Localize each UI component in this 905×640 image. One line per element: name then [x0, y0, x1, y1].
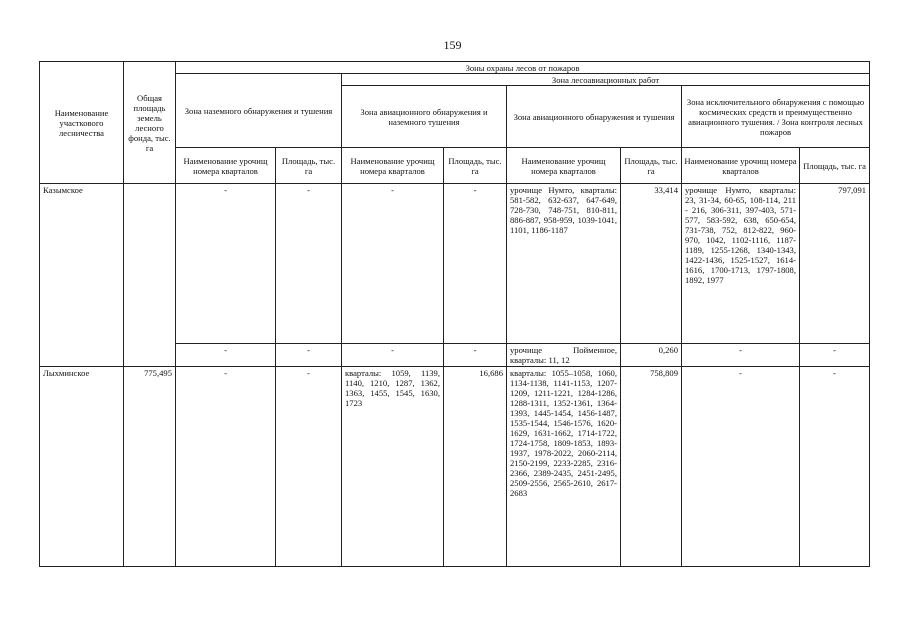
ground-name: -	[176, 367, 276, 567]
forestry-name: Лыхминское	[40, 367, 124, 567]
space-name: урочище Нумто, кварталы: 23, 31-34, 60-65, 108-114, 211 - 216, 306-311, 397-403, 571-577, 583-592, 638, 650-654, 731-738, 752, 812-822, 960-970, 1042, 1102-1116, 1187-1189, 1255-1268, 1340-1343, 1422-1436, 1525-1527, 1614-1616, 1700-1713, 1797-1808, 1892, 1977	[682, 184, 800, 344]
header-zone-avia-ground: Зона авиационного обнаружения и наземного тушения	[342, 86, 507, 148]
space-name: -	[682, 344, 800, 367]
avia-ground-area: -	[444, 184, 507, 344]
avia-name: урочище Пойменное, кварталы: 11, 12	[507, 344, 621, 367]
ground-name: -	[176, 184, 276, 344]
total-area	[124, 184, 176, 367]
header-avia-works: Зона лесоавиационных работ	[342, 74, 870, 86]
subheader-avia-name: Наименование урочищ номера кварталов	[507, 148, 621, 184]
header-zone-space: Зона исключительного обнаружения с помощью космических средств и преимущественно авиационного тушения. / Зона контроля лесных пожаров	[682, 86, 870, 148]
space-name: -	[682, 367, 800, 567]
avia-ground-area: 16,686	[444, 367, 507, 567]
subheader-ground-area: Площадь, тыс. га	[276, 148, 342, 184]
space-area: -	[800, 344, 870, 367]
avia-ground-name: -	[342, 184, 444, 344]
total-area: 775,495	[124, 367, 176, 567]
avia-ground-name: кварталы: 1059, 1139, 1140, 1210, 1287, 1362, 1363, 1455, 1545, 1630, 1723	[342, 367, 444, 567]
space-area: 797,091	[800, 184, 870, 344]
ground-area: -	[276, 184, 342, 344]
avia-area: 758,809	[621, 367, 682, 567]
subheader-ground-name: Наименование урочищ номера кварталов	[176, 148, 276, 184]
page-number: 159	[443, 38, 462, 52]
forestry-name: Казымское	[40, 184, 124, 367]
table-row	[40, 367, 870, 567]
subheader-avia-area: Площадь, тыс. га	[621, 148, 682, 184]
avia-area: 33,414	[621, 184, 682, 344]
ground-area: -	[276, 367, 342, 567]
table-row	[40, 184, 870, 344]
header-zone-ground: Зона наземного обнаружения и тушения	[176, 74, 342, 148]
ground-area: -	[276, 344, 342, 367]
forest-fire-zones-table	[39, 61, 870, 567]
avia-name: урочище Нумто, кварталы: 581-582, 632-637, 647-649, 728-730, 748-751, 810-811, 886-887, 958-959, 1039-1041, 1101, 1186-1187	[507, 184, 621, 344]
header-forestry-name: Наименование участкового лесничества	[40, 62, 124, 184]
subheader-avia-ground-area: Площадь, тыс. га	[444, 148, 507, 184]
avia-area: 0,260	[621, 344, 682, 367]
header-zone-avia: Зона авиационного обнаружения и тушения	[507, 86, 682, 148]
ground-name: -	[176, 344, 276, 367]
avia-ground-area: -	[444, 344, 507, 367]
avia-ground-name: -	[342, 344, 444, 367]
header-total-area: Общая площадь земель лесного фонда, тыс. га	[124, 62, 176, 184]
subheader-space-area: Площадь, тыс. га	[800, 148, 870, 184]
space-area: -	[800, 367, 870, 567]
header-fire-zones: Зоны охраны лесов от пожаров	[176, 62, 870, 74]
subheader-avia-ground-name: Наименование урочищ номера кварталов	[342, 148, 444, 184]
subheader-space-name: Наименование урочищ номера кварталов	[682, 148, 800, 184]
avia-name: кварталы: 1055–1058, 1060, 1134-1138, 1141-1153, 1207-1209, 1211-1221, 1284-1286, 1288-1311, 1352-1361, 1364-1393, 1445-1454, 1456-1487, 1535-1544, 1546-1576, 1620-1629, 1631-1662, 1714-1722, 1724-1758, 1809-1853, 1893-1937, 1978-2022, 2060-2114, 2150-2199, 2233-2285, 2316-2366, 2389-2435, 2451-2495, 2509-2556, 2565-2610, 2617-2683	[507, 367, 621, 567]
